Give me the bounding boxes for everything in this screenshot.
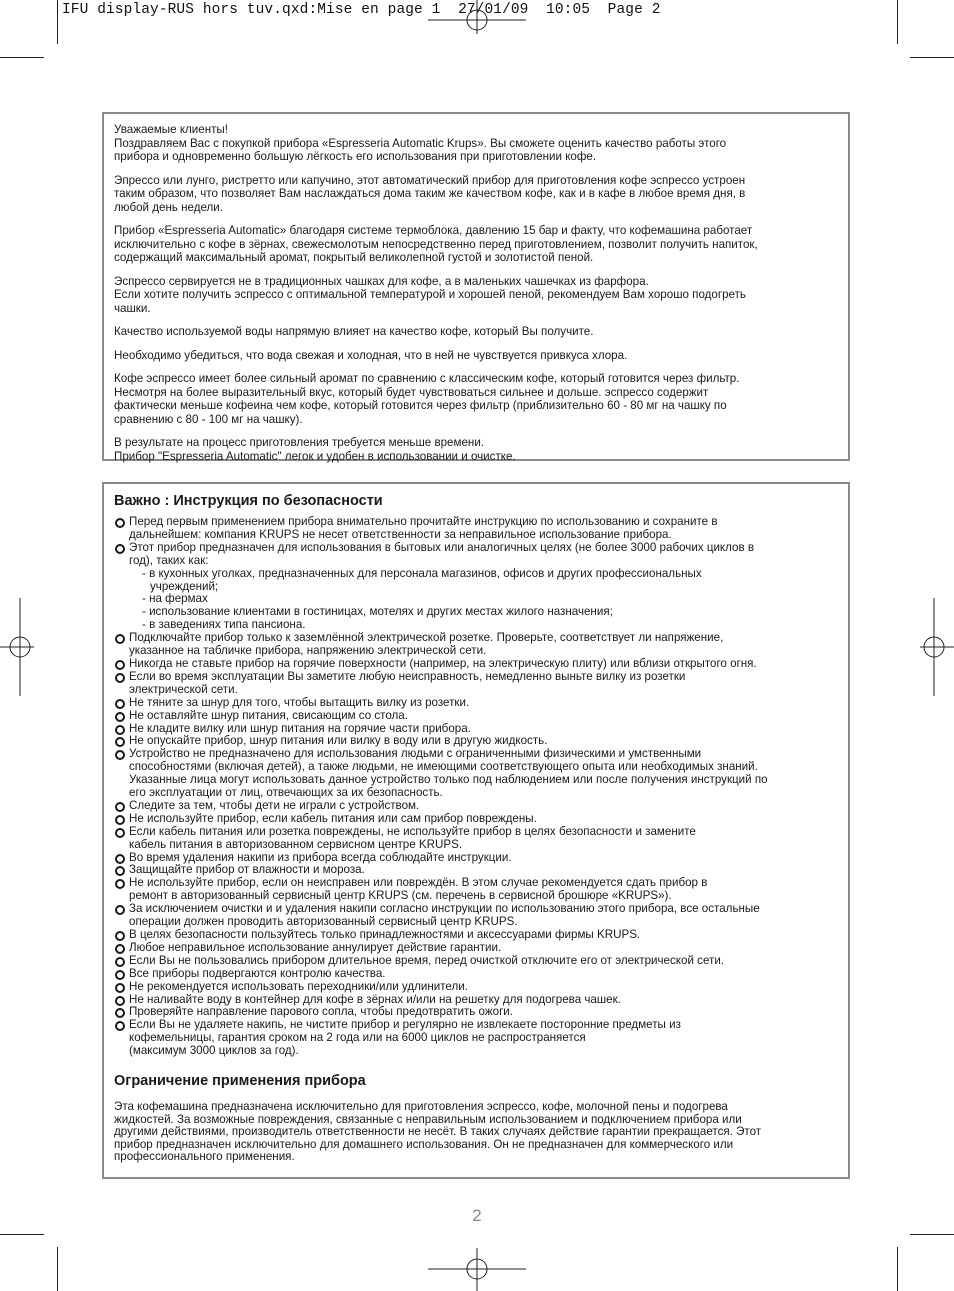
intro-paragraph (114, 174, 838, 215)
text-line: Не используйте прибор, если он неисправен или повреждён. В этом случае рекомендуется сдать прибор в (129, 876, 708, 890)
text-line: Не наливайте воду в контейнер для кофе в зёрнах и/или на решетку для подогрева чашек. (129, 992, 621, 1006)
intro-paragraph (114, 275, 838, 316)
text-line: Защищайте прибор от влажности и мороза. (129, 863, 365, 877)
text-line: электрической сети. (129, 682, 238, 696)
circle-bullet-icon (115, 879, 125, 889)
intro-paragraph (114, 123, 838, 164)
text-line: прибора и одновременно большую лёгкость его использования при приготовлении кофе. (114, 150, 597, 163)
text-line: Качество используемой воды напрямую влияет на качество кофе, который Вы получите. (114, 325, 594, 338)
text-line: Прибор "Espresseria Automatic" легок и удобен в использовании и очистке. (114, 449, 516, 463)
text-line: Если хотите получить эспрессо с оптимальной температурой и хорошей пеной, рекомендуем Вам хорошо подогреть (114, 288, 746, 301)
circle-bullet-icon (115, 854, 125, 864)
text-line: Все приборы подвергаются контролю качества. (129, 966, 386, 980)
text-line: Устройство не предназначено для использования людьми с ограниченными физическими и умственными (129, 747, 702, 761)
circle-bullet-icon (115, 660, 125, 670)
crop-mark-top-left-h (0, 57, 44, 58)
intro-paragraph (114, 224, 838, 265)
safety-subitem (142, 568, 838, 594)
text-line: фактически меньше кофеина чем кофе, который готовится через фильтр (приблизительно 60 - 80 мг на чашку по (114, 399, 727, 412)
circle-bullet-icon (115, 931, 125, 941)
safety-item (114, 658, 838, 671)
text-line: Если Вы не пользовались прибором длительное время, перед очисткой отключите его от электрической сети. (129, 953, 725, 967)
safety-item (114, 877, 838, 903)
circle-bullet-icon (115, 699, 125, 709)
safety-item (114, 981, 838, 994)
text-line: профессионального применения. (114, 1150, 295, 1164)
crop-mark-bottom-left-h (0, 1234, 44, 1235)
safety-item (114, 968, 838, 981)
text-line: Если кабель питания или розетка повреждены, не используйте прибор в целях безопасности и замените (129, 824, 696, 838)
text-line: указанное на табличке прибора, напряжению электрической сети. (129, 644, 487, 658)
circle-bullet-icon (115, 634, 125, 644)
text-line: таким образом, что позволяет Вам наслаждаться дома таким же качеством кофе, как и в кафе в любое время дня, в (114, 187, 746, 200)
text-line: Не рекомендуется использовать переходники/или удлинители. (129, 979, 468, 993)
text-line: содержащий максимальный аромат, покрытый великолепной густой и золотистой пеной. (114, 251, 594, 264)
text-line: За исключением очистки и и удаления накипи согласно инструкции по использованию этого прибора, все остальные (129, 902, 760, 916)
text-line: способностями (включая детей), а также людьми, не имеющими соответствующего опыта или необходимых знаний. (129, 760, 758, 774)
text-line: чашки. (114, 301, 151, 315)
safety-item (114, 632, 838, 658)
text-line: учреждений; (150, 579, 219, 593)
safety-item (114, 800, 838, 813)
text-line: год), таких как: (129, 553, 209, 567)
text-line: сравнению с 80 - 100 мг на чашку). (114, 412, 303, 426)
text-line: Не опускайте прибор, шнур питания или вилку в воду или в другую жидкость. (129, 734, 548, 748)
text-line: Не оставляйте шнур питания, свисающим со стола. (129, 708, 408, 722)
circle-bullet-icon (115, 996, 125, 1006)
circle-bullet-icon (115, 725, 125, 735)
text-line: исключительно с кофе в зёрнах, свежесмолотым непосредственно перед приготовлением, позволит получить напиток, (114, 237, 758, 251)
text-line: - использование клиентами в гостиницах, мотелях и других местах жилого назначения; (142, 605, 613, 619)
text-line: Прибор «Espresseria Automatic» благодаря системе термоблока, давлению 15 бар и факту, что кофемашина работает (114, 224, 753, 237)
crop-mark-bottom-left-v (57, 1247, 58, 1291)
safety-item (114, 1019, 838, 1058)
intro-paragraph (114, 349, 838, 363)
intro-paragraph (114, 436, 838, 463)
safety-item (114, 813, 838, 826)
limitation-section (114, 1101, 838, 1164)
text-line: прибор предназначен исключительно для домашнего использования. Он не предназначен для коммерческого или (114, 1137, 734, 1151)
circle-bullet-icon (115, 712, 125, 722)
safety-title: Важно : Инструкция по безопасности (114, 493, 383, 509)
circle-bullet-icon (115, 944, 125, 954)
circle-bullet-icon (115, 983, 125, 993)
safety-item (114, 929, 838, 942)
text-line: Не используйте прибор, если кабель питания или сам прибор повреждены. (129, 811, 537, 825)
text-line: дальнейшем: компания KRUPS не несет ответственности за неправильное использование прибора. (129, 527, 672, 541)
text-line: Во время удаления накипи из прибора всегда соблюдайте инструкции. (129, 850, 512, 864)
text-line: - на фермах (142, 592, 208, 606)
registration-mark-right (920, 598, 954, 696)
text-line: Следите за тем, чтобы дети не играли с устройством. (129, 798, 420, 812)
text-line: Необходимо убедиться, что вода свежая и холодная, что в ней не чувствуется привкуса хлора. (114, 348, 628, 362)
crop-mark-bottom-right-h (910, 1234, 954, 1235)
intro-paragraph (114, 325, 838, 339)
text-line: - в кухонных уголках, предназначенных для персонала магазинов, офисов и других профессиональных (142, 566, 702, 580)
text-line: Поздравляем Вас с покупкой прибора «Espresseria Automatic Krups». Вы сможете оценить качество работы этого (114, 136, 727, 150)
safety-item (114, 516, 838, 542)
text-line: Перед первым применением прибора внимательно прочитайте инструкцию по использованию и сохраните в (129, 515, 718, 528)
text-line: Подключайте прибор только к заземлённой электрической розетке. Проверьте, соответствует ли напряжение, (129, 631, 724, 645)
circle-bullet-icon (115, 802, 125, 812)
circle-bullet-icon (115, 815, 125, 825)
crop-mark-top-left-v (57, 0, 58, 44)
text-line: - в заведениях типа пансиона. (142, 618, 306, 632)
text-line: жидкостей. За возможные повреждения, связанные с неправильным использованием и подключением прибора или (114, 1112, 742, 1126)
intro-paragraph (114, 372, 838, 426)
text-line: Любое неправильное использование аннулирует действие гарантии. (129, 940, 502, 954)
circle-bullet-icon (115, 1021, 125, 1031)
safety-sublist (129, 568, 838, 633)
text-line: любой день недели. (114, 200, 224, 214)
text-line: В результате на процесс приготовления требуется меньше времени. (114, 436, 485, 449)
registration-mark-top (428, 0, 526, 34)
text-line: Уважаемые клиенты! (114, 123, 228, 136)
text-line: Несмотря на более выразительный вкус, который будет чувствоваться сильнее и дольше. эспрессо содержит (114, 385, 709, 399)
safety-item (114, 942, 838, 955)
safety-item (114, 748, 838, 800)
text-line: операции должен проводить авторизованный сервисный центр KRUPS. (129, 915, 518, 929)
text-line: ремонт в авторизованный сервисный центр KRUPS (см. перечень в сервисной брошюре «KRUPS»). (129, 889, 672, 903)
circle-bullet-icon (115, 957, 125, 967)
text-line: кабель питания в авторизованном сервисном центре KRUPS. (129, 837, 463, 851)
safety-item (114, 671, 838, 697)
circle-bullet-icon (115, 737, 125, 747)
text-line: Эспрессо сервируется не в традиционных чашках для кофе, а в маленьких чашечках из фарфора. (114, 274, 649, 288)
circle-bullet-icon (115, 828, 125, 838)
limitation-title: Ограничение применения прибора (114, 1073, 366, 1090)
safety-box (102, 482, 850, 1179)
text-line: (максимум 3000 циклов за год). (129, 1044, 299, 1058)
text-line: Этот прибор предназначен для использования в бытовых или аналогичных целях (не более 3000 рабочих циклов в (129, 540, 755, 554)
safety-item (114, 955, 838, 968)
circle-bullet-icon (115, 518, 125, 528)
intro-box (102, 112, 850, 461)
limitation-paragraph (114, 1101, 838, 1164)
circle-bullet-icon (115, 673, 125, 683)
registration-mark-bottom (428, 1248, 526, 1291)
text-line: Если во время эксплуатации Вы заметите любую неисправность, немедленно выньте вилку из розетки (129, 669, 686, 683)
circle-bullet-icon (115, 905, 125, 915)
text-line: другими действиями, производитель ответственности не несёт. В таких случаях действие гарантии прекращается. Этот (114, 1125, 762, 1139)
safety-item (114, 826, 838, 852)
text-line: Не кладите вилку или шнур питания на горячие части прибора. (129, 721, 471, 735)
safety-item (114, 542, 838, 632)
text-line: Никогда не ставьте прибор на горячие поверхности (например, на электрическую плиту) или вблизи открытого огня. (129, 656, 757, 670)
circle-bullet-icon (115, 866, 125, 876)
circle-bullet-icon (115, 970, 125, 980)
text-line: Указанные лица могут использовать данное устройство только под наблюдением или после получения инструкций по (129, 773, 768, 787)
text-line: Проверяйте направление парового сопла, чтобы предотвратить ожоги. (129, 1005, 514, 1019)
text-line: Не тяните за шнур для того, чтобы вытащить вилку из розетки. (129, 695, 470, 709)
safety-item (114, 903, 838, 929)
circle-bullet-icon (115, 750, 125, 760)
page-number: 2 (472, 1206, 482, 1225)
safety-item (114, 697, 838, 710)
text-line: Кофе эспрессо имеет более сильный аромат по сравнению с классическим кофе, который готовится через фильтр. (114, 372, 740, 385)
crop-mark-top-right-v (897, 0, 898, 44)
text-line: Эта кофемашина предназначена исключительно для приготовления эспрессо, кофе, молочной пены и подогрева (114, 1100, 728, 1114)
circle-bullet-icon (115, 544, 125, 554)
crop-mark-bottom-right-v (897, 1247, 898, 1291)
text-line: его эксплуатации от лиц, отвечающих за их безопасность. (129, 786, 443, 800)
text-line: Если Вы не удаляете накипь, не чистите прибор и регулярно не извлекаете посторонние предметы из (129, 1018, 681, 1032)
print-slug: IFU display-RUS hors tuv.qxd:Mise en page 1 27/01/09 10:05 Page 2 (62, 2, 661, 18)
circle-bullet-icon (115, 1008, 125, 1018)
registration-mark-left (0, 598, 34, 696)
safety-list (114, 516, 838, 1058)
crop-mark-top-right-h (910, 57, 954, 58)
text-line: Эпрессо или лунго, ристретто или капучино, этот автоматический прибор для приготовления кофе эспрессо устроен (114, 173, 746, 187)
text-line: кофемельницы, гарантия сроком на 2 года или на 6000 циклов не распространяется (129, 1031, 586, 1045)
text-line: В целях безопасности пользуйтесь только принадлежностями и аксессуарами фирмы KRUPS. (129, 928, 641, 941)
safety-item (114, 710, 838, 723)
